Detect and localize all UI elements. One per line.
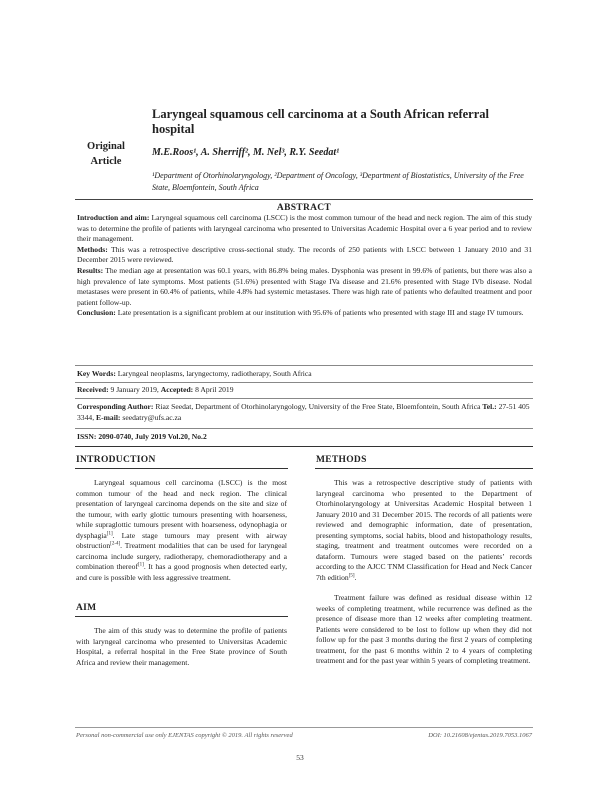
email-label: E-mail: (96, 412, 121, 422)
abstract-results-label: Results: (77, 265, 104, 275)
citation: [5] (348, 572, 355, 578)
intro-text-4: . It has a good prognosis when detected early, and cure is possible with less aggressive treatment. (76, 562, 287, 582)
accepted-date: 8 April 2019 (195, 385, 234, 394)
received-label: Received: (77, 385, 109, 394)
intro-text-3: . Treatment modalities that can be used for laryngeal carcinoma include surgery, radiotherapy, chemoradiotherapy and a combination thereof (76, 541, 287, 571)
abstract-conclusion-label: Conclusion: (77, 308, 116, 318)
divider (75, 398, 533, 399)
section-rule (315, 468, 533, 469)
divider (75, 428, 533, 429)
section-rule (75, 468, 288, 469)
author-list: M.E.Roos¹, A. Sherriff², M. Nel³, R.Y. Seedat¹ (152, 147, 340, 158)
affiliations: ¹Department of Otorhinolaryngology, ²Department of Oncology, ³Department of Biostatistics, University of the Free State, Bloemfontein, South Africa (152, 171, 524, 192)
abstract-heading: ABSTRACT (276, 203, 332, 213)
methods-body (316, 478, 532, 667)
tel-label: Tel.: (482, 402, 497, 411)
abstract-results (77, 266, 532, 308)
abstract-intro-text: Laryngeal squamous cell carcinoma (LSCC) is the most common tumour of the head and neck region. The aim of this study was to determine the profile of patients with laryngeal carcinoma who presented to Universitas Academic Hospital over a 6 year period and to review their management. (77, 213, 533, 244)
abstract-results-text: The median age at presentation was 60.1 years, with 86.8% being males. Dysphonia was present in 99.6% of patients, but there was also a high prevalence of late symptoms. Most patients (51.6%) presented with Stage IVa disease and 21.6% presented with Stage IVb disease. Nodal metastases were present in 60.4% of patients, while 4.8% had systemic metastases. There was high rate of patients who defaulted treatment and poor patient follow-up. (77, 265, 532, 307)
divider (75, 382, 533, 383)
paper-title: Laryngeal squamous cell carcinoma at a South African referral hospital (152, 107, 490, 136)
abstract-intro-label: Introduction and aim: (77, 213, 150, 222)
citation: [1] (137, 562, 144, 568)
footer-rule (75, 727, 533, 728)
abstract-methods-label: Methods: (77, 244, 108, 254)
keywords-label: Key Words: (77, 369, 116, 378)
abstract-conclusion-text: Late presentation is a significant problem at our institution with 95.6% of patients who presented with stage III and stage IV tumours. (117, 308, 524, 318)
methods-paragraph-2: Treatment failure was defined as residual disease within 12 weeks of completing treatment, while recurrence was defined as the presence of disease more than 12 weeks after completing treatment. Patients were considered to be lost to follow up when they did not follow up for the past 3 months during the first 2 years of completing treatment, for the past 6 months within 2 to 4 years of completing treatment and for the past year within 5 years of completing treatment. (316, 593, 532, 665)
received-accepted (77, 385, 532, 396)
email-address: seedatry@ufs.ac.za (122, 412, 182, 422)
aim-paragraph: The aim of this study was to determine the profile of patients with laryngeal carcinoma who presented to Universitas Academic Hospital, a referral hospital in the Free State province of South Africa and review their management. (76, 626, 287, 667)
abstract-methods-text: This was a retrospective descriptive cross-sectional study. The records of 250 patients with LSCC between 1 January 2010 and 31 December 2015 were reviewed. (77, 244, 532, 265)
section-rule (75, 616, 288, 617)
intro-text-2: . Late stage tumours may present with airway obstruction (76, 530, 287, 550)
page-number: 53 (296, 753, 304, 762)
abstract-introduction (77, 213, 532, 245)
corresponding-label: Corresponding Author: (77, 402, 154, 411)
aim-body (76, 626, 287, 668)
introduction-body (76, 478, 287, 583)
citation: [2-4] (110, 541, 121, 547)
citation: [1] (106, 530, 113, 536)
corresponding-text: Riaz Seedat, Department of Otorhinolaryngology, University of the Free State, Bloemfontein, South Africa (155, 402, 481, 411)
doi: DOI: 10.21608/ejentas.2019.7053.1067 (428, 732, 532, 739)
divider (75, 365, 533, 366)
methods-text-end: . (354, 572, 357, 582)
abstract-methods (77, 245, 532, 266)
methods-text-1: This was a retrospective descriptive study of patients with laryngeal carcinoma who presented to the Department of Otorhinolaryngology at Universitas Academic Hospital between 1 January 2010 and 31 December 2015. The records of all patients were reviewed and demographic information, date of presentation, presenting symptoms, social habits, blood and histopathology results, staging, treatment and treatment outcomes were recorded on a dataform. Tumours were staged based on the patients’ records according to the AJCC TNM Classification for Head and Neck Cancer 7th edition (316, 478, 532, 582)
tel-number: 27-51 405 3344, (77, 402, 530, 422)
divider (75, 446, 533, 447)
copyright-notice: Personal non-commercial use only EJENTAS copyright © 2019. All rights reserved (76, 732, 293, 739)
corresponding-author (77, 402, 532, 423)
methods-heading: METHODS (316, 455, 367, 465)
article-type: Original Article (87, 141, 125, 167)
abstract-body (77, 213, 532, 319)
introduction-paragraph (76, 478, 287, 583)
aim-heading: AIM (76, 603, 97, 613)
introduction-heading: INTRODUCTION (76, 455, 156, 465)
methods-paragraph-1 (316, 478, 532, 583)
intro-text-1: Laryngeal squamous cell carcinoma (LSCC) is the most common tumour of the head and neck region. The clinical presentation of laryngeal carcinoma depends on the site and size of the tumour, with early glottic tumours presenting with hoarseness, while supraglottic tumours present with hoarseness, odynophagia or dysphagia (76, 478, 287, 540)
received-date: 9 January 2019, (110, 385, 159, 394)
keywords-text: Laryngeal neoplasms, laryngectomy, radiotherapy, South Africa (117, 369, 312, 378)
abstract-conclusion (77, 308, 532, 319)
keywords (77, 369, 532, 380)
accepted-label: Accepted: (160, 385, 194, 394)
issn-line: ISSN: 2090-0740, July 2019 Vol.20, No.2 (77, 432, 207, 441)
